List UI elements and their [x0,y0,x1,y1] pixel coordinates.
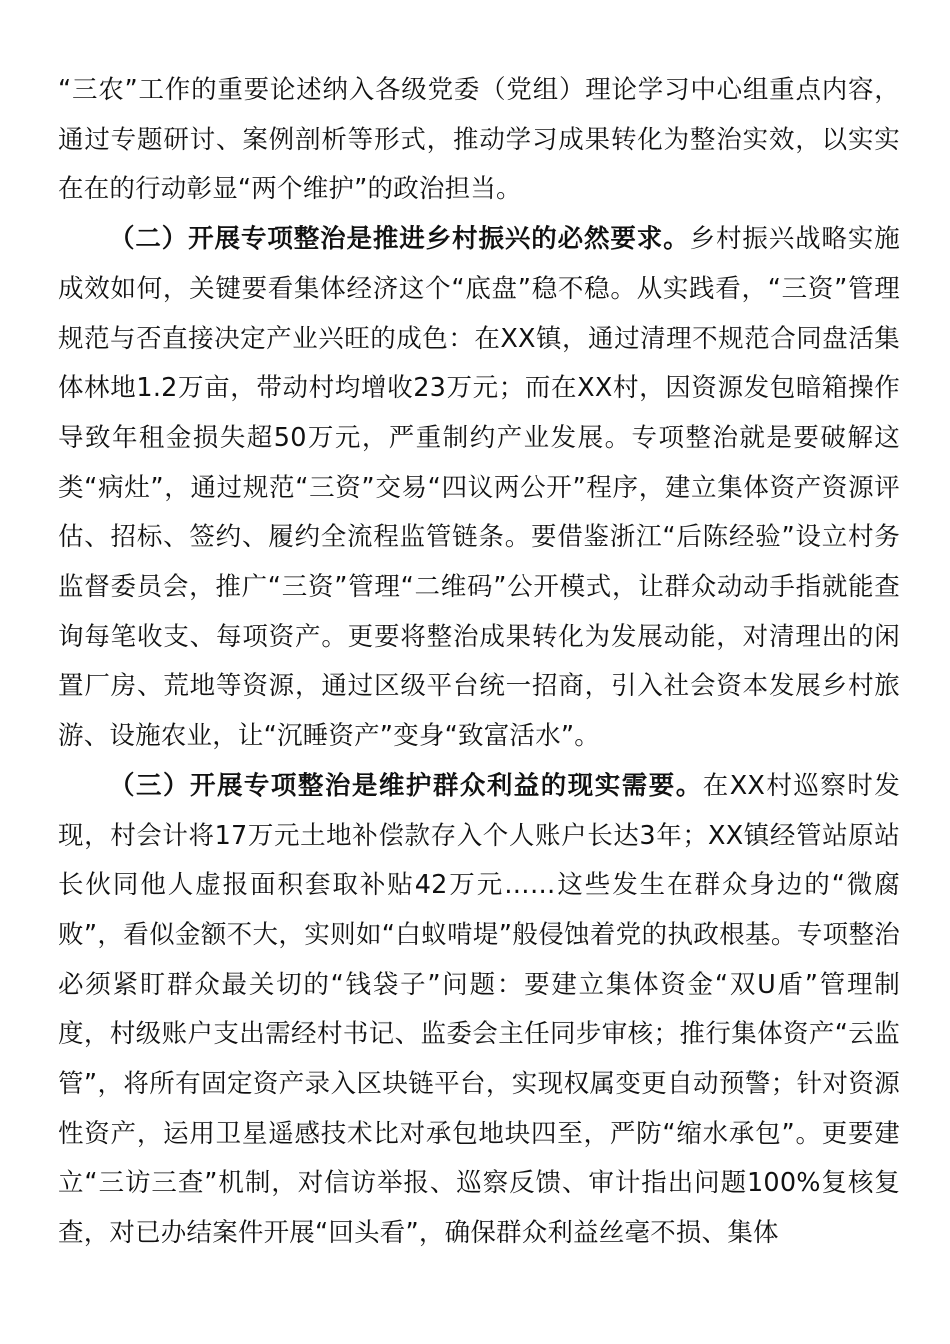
section-body-3: 在XX村巡察时发现，村会计将17万元土地补偿款存入个人账户长达3年；XX镇经管站原站长伙同他人虚报面积套取补贴42万元……这些发生在群众身边的“微腐败”，看似金额不大，实则如“白蚁啃堤”般侵蚀着党的执政根基。专项整治必须紧盯群众最关切的“钱袋子”问题：要建立集体资金“双U盾”管理制度，村级账户支出需经村书记、监委会主任同步审核；推行集体资产“云监管”，将所有固定资产录入区块链平台，实现权属变更自动预警；针对资源性资产，运用卫星遥感技术比对承包地块四至，严防“缩水承包”。更要建立“三访三查”机制，对信访举报、巡察反馈、审计指出问题100%复核复查，对已办结案件开展“回头看”，确保群众利益丝毫不损、集体 [58,770,900,1249]
document-page [58,66,900,1259]
section-heading-2: （二）开展专项整治是推进乡村振兴的必然要求。 [109,224,690,255]
section-body-2: 乡村振兴战略实施成效如何，关键要看集体经济这个“底盘”稳不稳。从实践看，“三资”管理规范与否直接决定产业兴旺的成色：在XX镇，通过清理不规范合同盘活集体林地1.2万亩，带动村均增收23万元；而在XX村，因资源发包暗箱操作导致年租金损失超50万元，严重制约产业发展。专项整治就是要破解这类“病灶”，通过规范“三资”交易“四议两公开”程序，建立集体资产资源评估、招标、签约、履约全流程监管链条。要借鉴浙江“后陈经验”设立村务监督委员会，推广“三资”管理“二维码”公开模式，让群众动动手指就能查询每笔收支、每项资产。更要将整治成果转化为发展动能，对清理出的闲置厂房、荒地等资源，通过区级平台统一招商，引入社会资本发展乡村旅游、设施农业，让“沉睡资产”变身“致富活水”。 [58,224,900,752]
section-heading-3: （三）开展专项整治是维护群众利益的现实需要。 [109,770,703,801]
paragraph-public-interest [58,762,900,1259]
paragraph-rural-revitalization [58,215,900,762]
paragraph-continuation: “三农”工作的重要论述纳入各级党委（党组）理论学习中心组重点内容，通过专题研讨、案例剖析等形式，推动学习成果转化为整治实效，以实实在在的行动彰显“两个维护”的政治担当。 [58,75,900,205]
